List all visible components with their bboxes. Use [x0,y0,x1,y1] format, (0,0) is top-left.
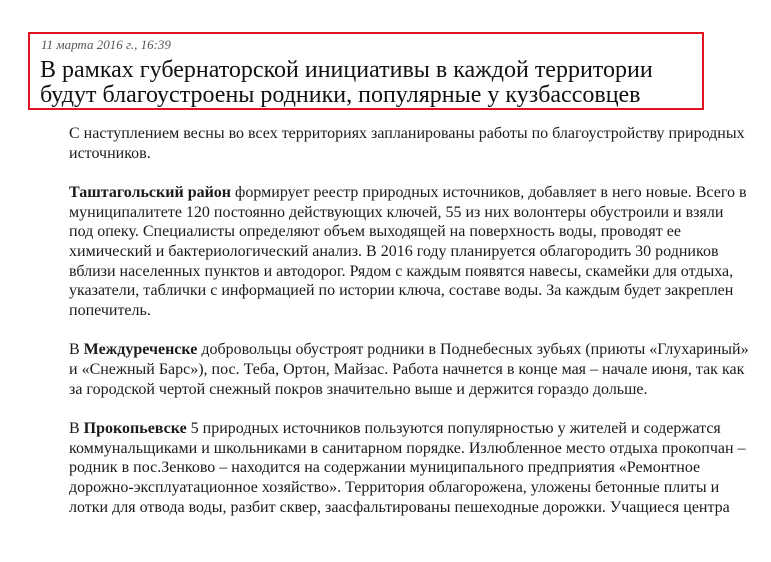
region-name-tashtagol: Таштагольский район [69,184,232,202]
region-name-mezhdurechensk: Междуреченске [83,341,198,359]
paragraph-text: 5 природных источников пользуются популярностью у жителей и содержатся коммунальщиками и школьниками в санитарном порядке. Излюбленное место отдыха прокопчан – родник в пос.Зенково – находится на содержании муниципального предприятия «Ремонтное дорожно-эксплуатационное хозяйство». Территория облагорожена, уложены бетонные плиты и лотки для отвода воды, разбит сквер, заасфальтированы пешеходные дорожки. Учащиеся центра [69,420,746,516]
paragraph-text: добровольцы обустроят родники в Поднебесных зубьях (приюты «Глухариный» и «Снежный Барс»), пос. Теба, Ортон, Майзас. Работа начнется в конце мая – начале июня, так как за городской чертой снежный покров значительно выше и держится гораздо дольше. [69,341,749,398]
publish-date: 11 марта 2016 г., 16:39 [41,37,171,52]
paragraph-prefix: В [69,341,84,359]
paragraph-prefix: В [69,420,84,438]
paragraph-mezhdurechensk [69,340,749,399]
article-body [69,124,749,537]
paragraph-text: формирует реестр природных источников, добавляет в него новые. Всего в муниципалитете 120 постоянно действующих ключей, 55 из них волонтеры обустроили и взяли под опеку. Специалисты определяют объем выходящей на поверхность воды, проводят ее химический и бактериологический анализ. В 2016 году планируется облагородить 30 родников вблизи населенных пунктов и автодорог. Рядом с каждым появятся навесы, скамейки для отдыха, указатели, таблички с информацией по истории ключа, составе воды. За каждым будет закреплен попечитель. [69,184,747,319]
paragraph-tashtagol [69,183,749,320]
region-name-prokopyevsk: Прокопьевске [83,420,187,438]
paragraph-intro: С наступлением весны во всех территориях запланированы работы по благоустройству природных источников. [69,125,745,162]
article-title: В рамках губернаторской инициативы в каждой территории будут благоустроены родники, популярные у кузбассовцев [40,57,653,108]
paragraph-prokopyevsk [69,419,749,517]
